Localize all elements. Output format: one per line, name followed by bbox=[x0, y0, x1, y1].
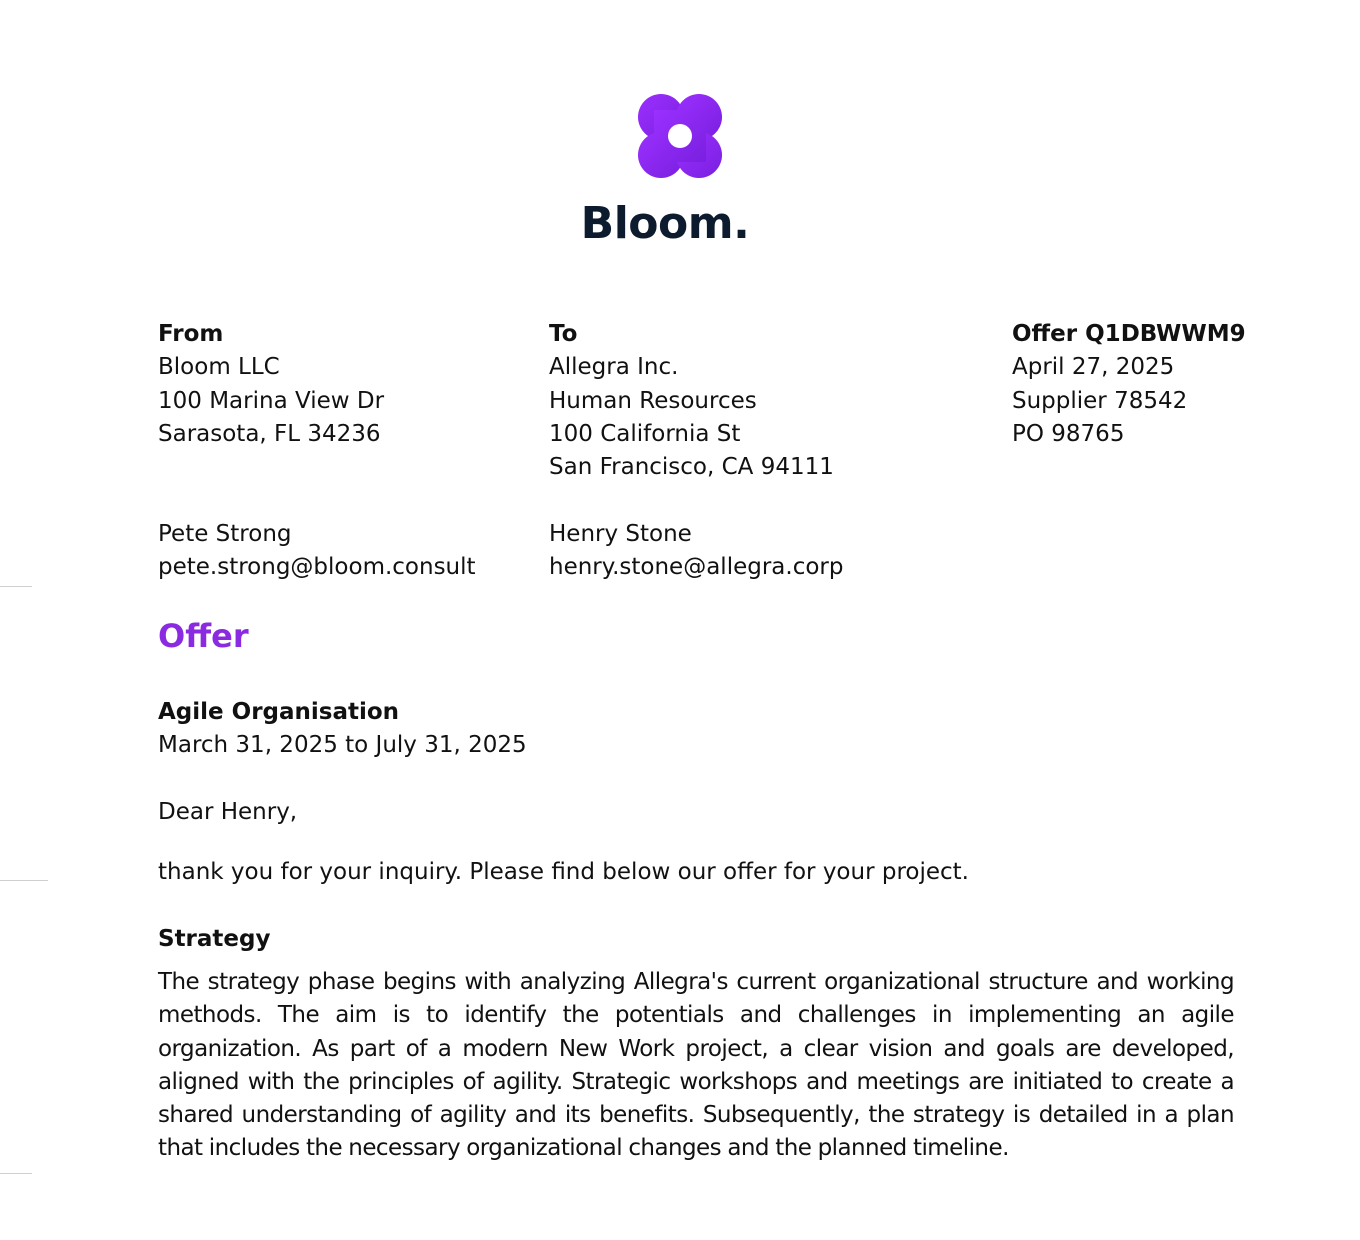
recipient-street: 100 California St bbox=[549, 420, 741, 447]
punch-mark-middle bbox=[0, 880, 48, 881]
intro-text: thank you for your inquiry. Please find below our offer for your project. bbox=[158, 859, 969, 885]
supplier-number: Supplier 78542 bbox=[1012, 387, 1188, 414]
sender-contact-email: pete.strong@bloom.consult bbox=[158, 554, 476, 581]
offer-meta-block bbox=[1012, 318, 1246, 451]
salutation: Dear Henry, bbox=[158, 799, 298, 825]
from-label: From bbox=[158, 321, 224, 347]
recipient-city: San Francisco, CA 94111 bbox=[549, 454, 834, 481]
brand-name: Bloom. bbox=[580, 198, 750, 249]
recipient-department: Human Resources bbox=[549, 387, 757, 414]
to-label: To bbox=[549, 321, 578, 347]
sender-city: Sarasota, FL 34236 bbox=[158, 420, 381, 447]
fold-mark-top bbox=[0, 586, 32, 587]
sender-street: 100 Marina View Dr bbox=[158, 387, 385, 414]
strategy-text: The strategy phase begins with analyzing Allegra's current organizational structure and working methods. The aim is to identify the potentials and challenges in implementing an agile organization. As part of a modern New Work project, a clear vision and goals are developed, aligned with the principles of agility. Strategic workshops and meetings are initiated to create a shared understanding of agility and its benefits. Subsequently, the strategy is detailed in a plan that includes the necessary organizational changes and the planned timeline. bbox=[158, 969, 1234, 1162]
offer-number: Offer Q1DBWWM9 bbox=[1012, 321, 1246, 347]
offer-section-title: Offer bbox=[158, 617, 249, 655]
sender-block bbox=[158, 318, 476, 584]
sender-company: Bloom LLC bbox=[158, 354, 280, 381]
offer-date: April 27, 2025 bbox=[1012, 354, 1175, 381]
fold-mark-bottom bbox=[0, 1173, 32, 1174]
project-period: March 31, 2025 to July 31, 2025 bbox=[158, 732, 527, 759]
strategy-heading: Strategy bbox=[158, 926, 271, 952]
project-name: Agile Organisation bbox=[158, 699, 400, 725]
recipient-company: Allegra Inc. bbox=[549, 354, 679, 381]
po-number: PO 98765 bbox=[1012, 420, 1125, 447]
logo bbox=[0, 92, 1360, 180]
recipient-contact-email: henry.stone@allegra.corp bbox=[549, 554, 844, 581]
flower-icon bbox=[636, 92, 724, 180]
recipient-contact-name: Henry Stone bbox=[549, 520, 692, 547]
project-block bbox=[158, 696, 527, 763]
recipient-block bbox=[549, 318, 843, 584]
sender-contact-name: Pete Strong bbox=[158, 520, 292, 547]
